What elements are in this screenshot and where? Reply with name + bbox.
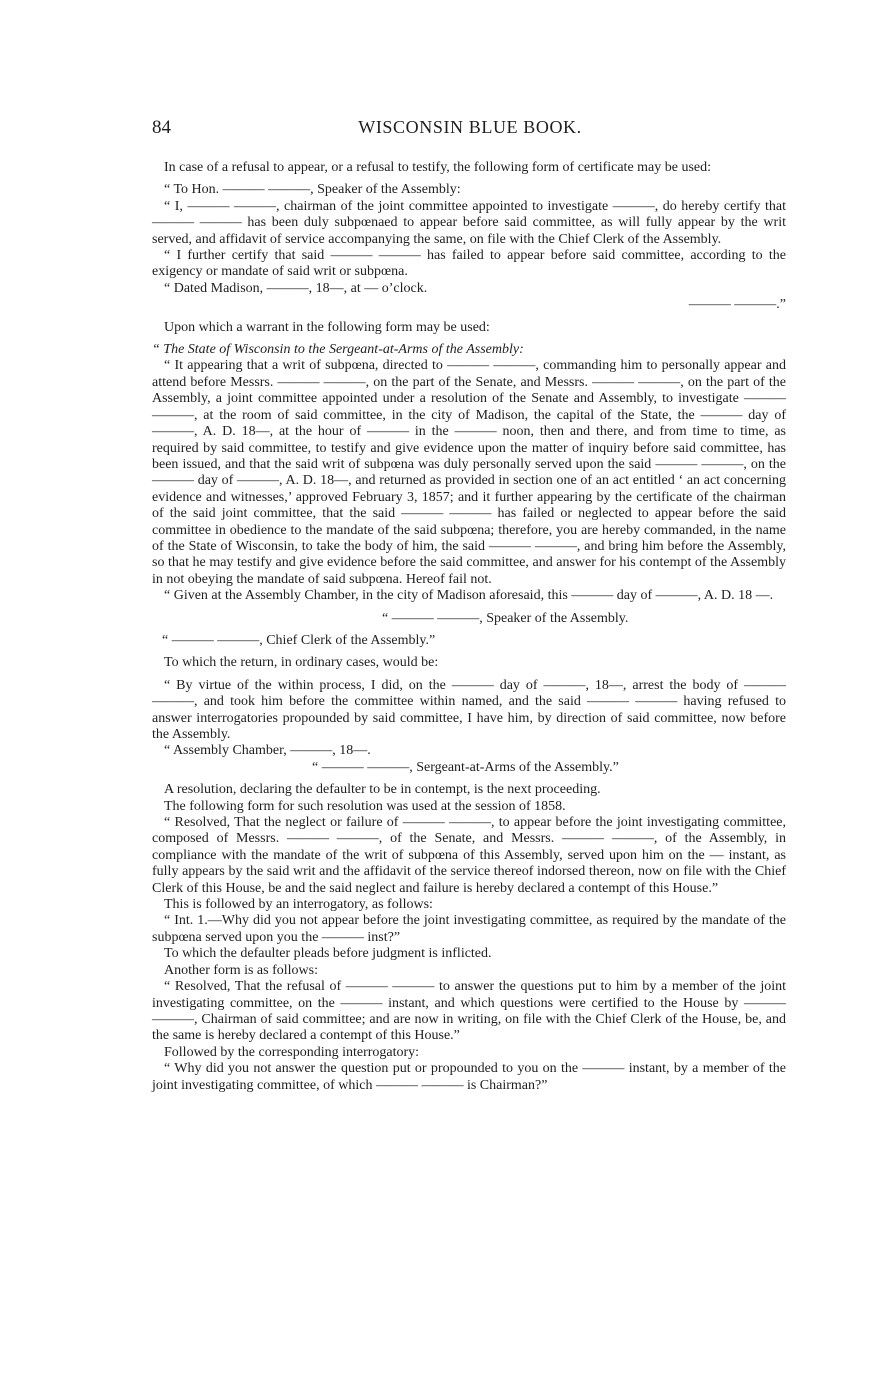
- paragraph: “ I, ——— ———, chairman of the joint committee appointed to investigate ———, do hereby certify that ——— ——— has been duly subpœnaed to appear before said committee, as will fully appear by the writ served, and affidavit of service accompanying the same, on file with the Chief Clerk of the Assembly.: [152, 198, 786, 247]
- signature-line: “ ——— ———, Speaker of the Assembly.: [382, 610, 629, 626]
- paragraph: “ Int. 1.—Why did you not appear before the joint investigating committee, as required by the mandate of the subpœna served upon you the ——— inst?”: [152, 913, 786, 945]
- paragraph: This is followed by an interrogatory, as follows:: [164, 897, 433, 913]
- signature-line: ——— ———.”: [688, 297, 786, 313]
- paragraph: The following form for such resolution was used at the session of 1858.: [164, 798, 566, 814]
- page-number: 84: [152, 117, 171, 138]
- paragraph: In case of a refusal to appear, or a refusal to testify, the following form of certificate may be used:: [164, 160, 712, 175]
- signature-line: “ ——— ———, Sergeant-at-Arms of the Assembly.”: [312, 759, 619, 775]
- paragraph: A resolution, declaring the defaulter to be in contempt, is the next proceeding.: [164, 782, 601, 798]
- paragraph: “ Resolved, That the neglect or failure of ——— ———, to appear before the joint investigating committee, composed of Messrs. ——— ———, of the Senate, and Messrs. ——— ———, of the Assembly, in compliance with the mandate of the writ of subpœna of this Assembly, served upon him on the — instant, as fully appears by the said writ and the affidavit of the service thereof indorsed thereon, now on file with the Chief Clerk of this House, be and the said neglect and failure is hereby declared a contempt of this House.”: [152, 815, 786, 896]
- paragraph: “ Assembly Chamber, ———, 18—.: [164, 743, 371, 759]
- paragraph: “ Why did you not answer the question put or propounded to you on the ——— instant, by a member of the joint investigating committee, of which ——— ——— is Chairman?”: [152, 1061, 786, 1093]
- page-header: [152, 117, 788, 141]
- paragraph: “ It appearing that a writ of subpœna, directed to ——— ———, commanding him to personally appear and attend before Messrs. ——— ———, on the part of the Senate, and Messrs. ——— ———, on the part of the Assembly, a joint committee appointed under a resolution of the Senate and Assembly, to investigate ——— ———, at the room of said committee, in the city of Madison, the capital of the State, the ——— day of ———, A. D. 18—, at the hour of ——— in the ——— noon, then and there, and from time to time, as required by said committee, to testify and give evidence upon the matter of inquiry before said committee, has been issued, and that the said writ of subpœna was duly personally served upon the said ——— ———, on the ——— day of ———, A. D. 18—, and returned as provided in section one of an act entitled ‘ an act concerning evidence and witnesses,’ approved February 3, 1857; and it further appearing by the certificate of the chairman of the said joint committee, that the said ——— ——— has failed or neglected to appear before the said committee in obedience to the mandate of the said subpœna; therefore, you are hereby commanded, in the name of the State of Wisconsin, to take the body of him, the said ——— ———, and bring him before the Assembly, so that he may testify and give evidence before the said committee, and answer for his contempt of the Assembly in not obeying the mandate of said subpœna. Hereof fail not.: [152, 358, 786, 587]
- paragraph: Upon which a warrant in the following form may be used:: [164, 319, 490, 335]
- running-title: WISCONSIN BLUE BOOK.: [358, 117, 582, 137]
- body-text: [152, 160, 786, 1094]
- paragraph: To which the defaulter pleads before judgment is inflicted.: [164, 946, 492, 962]
- paragraph: To which the return, in ordinary cases, would be:: [164, 655, 439, 671]
- paragraph: Followed by the corresponding interrogatory:: [164, 1044, 420, 1060]
- paragraph: “ Given at the Assembly Chamber, in the city of Madison aforesaid, this ——— day of ———, A. D. 18 —.: [164, 588, 774, 604]
- signature-line: “ ——— ———, Chief Clerk of the Assembly.”: [162, 632, 436, 648]
- paragraph: “ By virtue of the within process, I did, on the ——— day of ———, 18—, arrest the body of ——— ———, and took him before the committee within named, and the said ——— ——— having refused to answer interrogatories propounded by said committee, I have him, by direction of said committee, now before the Assembly.: [152, 677, 786, 742]
- paragraph: “ To Hon. ——— ———, Speaker of the Assembly:: [164, 182, 461, 198]
- warrant-heading: “ The State of Wisconsin to the Sergeant-at-Arms of the Assembly:: [152, 342, 524, 358]
- paragraph: Another form is as follows:: [164, 962, 318, 978]
- paragraph: “ I further certify that said ——— ——— has failed to appear before said committee, according to the exigency or mandate of said writ or subpœna.: [152, 248, 786, 280]
- paragraph: “ Resolved, That the refusal of ——— ——— to answer the questions put to him by a member of the joint investigating committee, on the ——— instant, and which questions were certified to the House by ——— ———, Chairman of said committee; and are now in writing, on file with the Chief Clerk of the House, be, and the same is hereby declared a contempt of this House.”: [152, 979, 786, 1044]
- paragraph: “ Dated Madison, ———, 18—, at — o’clock.: [164, 280, 428, 296]
